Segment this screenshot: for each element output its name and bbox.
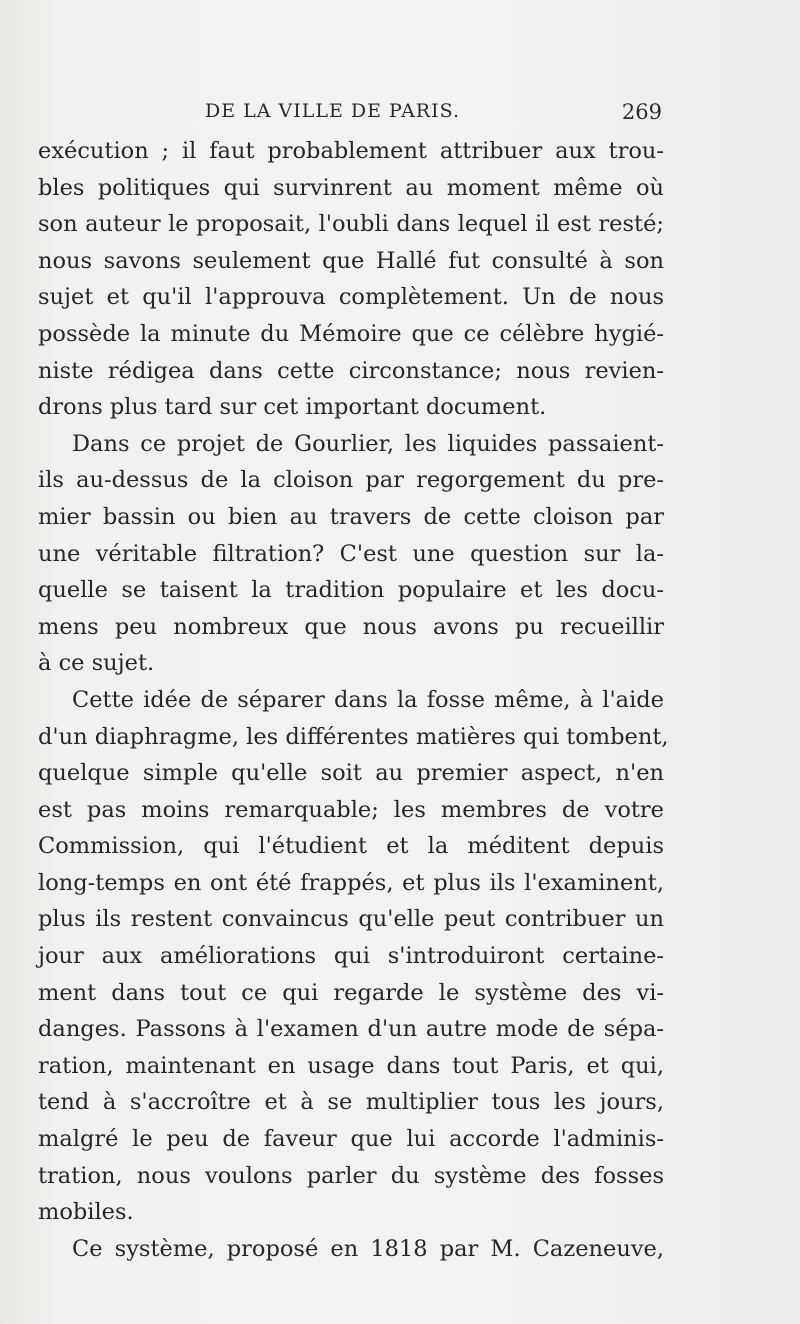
text-line: est pas moins remarquable; les membres de votre xyxy=(38,796,664,823)
text-line: à ce sujet. xyxy=(38,650,155,677)
text-line: Commission, qui l'étudient et la méditent depuis xyxy=(38,833,664,860)
text-line: quelle se taisent la tradition populaire et les docu- xyxy=(38,577,664,604)
body-text xyxy=(38,133,669,1267)
text-line: ils au-dessus de la cloison par regorgement du pre- xyxy=(38,467,664,494)
text-line: tration, nous voulons parler du système des fosses xyxy=(38,1162,664,1189)
text-line: malgré le peu de faveur que lui accorde l'adminis- xyxy=(38,1126,664,1153)
text-line: possède la minute du Mémoire que ce célèbre hygié- xyxy=(38,320,664,347)
text-line: danges. Passons à l'examen d'un autre mode de sépa- xyxy=(38,1016,664,1043)
text-line: quelque simple qu'elle soit au premier aspect, n'en xyxy=(38,760,664,787)
running-title: DE LA VILLE DE PARIS. xyxy=(205,100,460,122)
text-line: ration, maintenant en usage dans tout Paris, et qui, xyxy=(38,1052,664,1079)
text-line: ment dans tout ce qui regarde le système des vi- xyxy=(38,979,664,1006)
text-line: jour aux améliorations qui s'introduiront certaine- xyxy=(38,943,664,970)
page-header xyxy=(40,94,662,130)
text-line: mier bassin ou bien au travers de cette cloison par xyxy=(38,503,664,530)
text-line: bles politiques qui survinrent au moment même où xyxy=(38,174,664,201)
text-line: d'un diaphragme, les différentes matières qui tombent, xyxy=(38,723,669,750)
text-line: Dans ce projet de Gourlier, les liquides passaient- xyxy=(72,430,664,457)
text-line: sujet et qu'il l'approuva complètement. Un de nous xyxy=(38,284,664,311)
text-line: Ce système, proposé en 1818 par M. Cazeneuve, xyxy=(72,1235,664,1262)
text-line: niste rédigea dans cette circonstance; nous revien- xyxy=(38,357,664,384)
text-line: long-temps en ont été frappés, et plus ils l'examinent, xyxy=(38,869,664,896)
text-line: Cette idée de séparer dans la fosse même, à l'aide xyxy=(72,686,664,713)
text-line: tend à s'accroître et à se multiplier tous les jours, xyxy=(38,1089,664,1116)
text-line: drons plus tard sur cet important document. xyxy=(38,394,547,421)
page-number: 269 xyxy=(621,100,662,124)
text-line: nous savons seulement que Hallé fut consulté à son xyxy=(38,247,664,274)
text-line: mens peu nombreux que nous avons pu recueillir xyxy=(38,613,664,640)
text-line: son auteur le proposait, l'oubli dans lequel il est resté; xyxy=(38,211,664,238)
text-line: exécution ; il faut probablement attribuer aux trou- xyxy=(38,138,664,164)
text-line: plus ils restent convaincus qu'elle peut contribuer un xyxy=(38,906,664,933)
text-line: une véritable filtration? C'est une question sur la- xyxy=(38,540,664,567)
text-line: mobiles. xyxy=(38,1199,134,1226)
